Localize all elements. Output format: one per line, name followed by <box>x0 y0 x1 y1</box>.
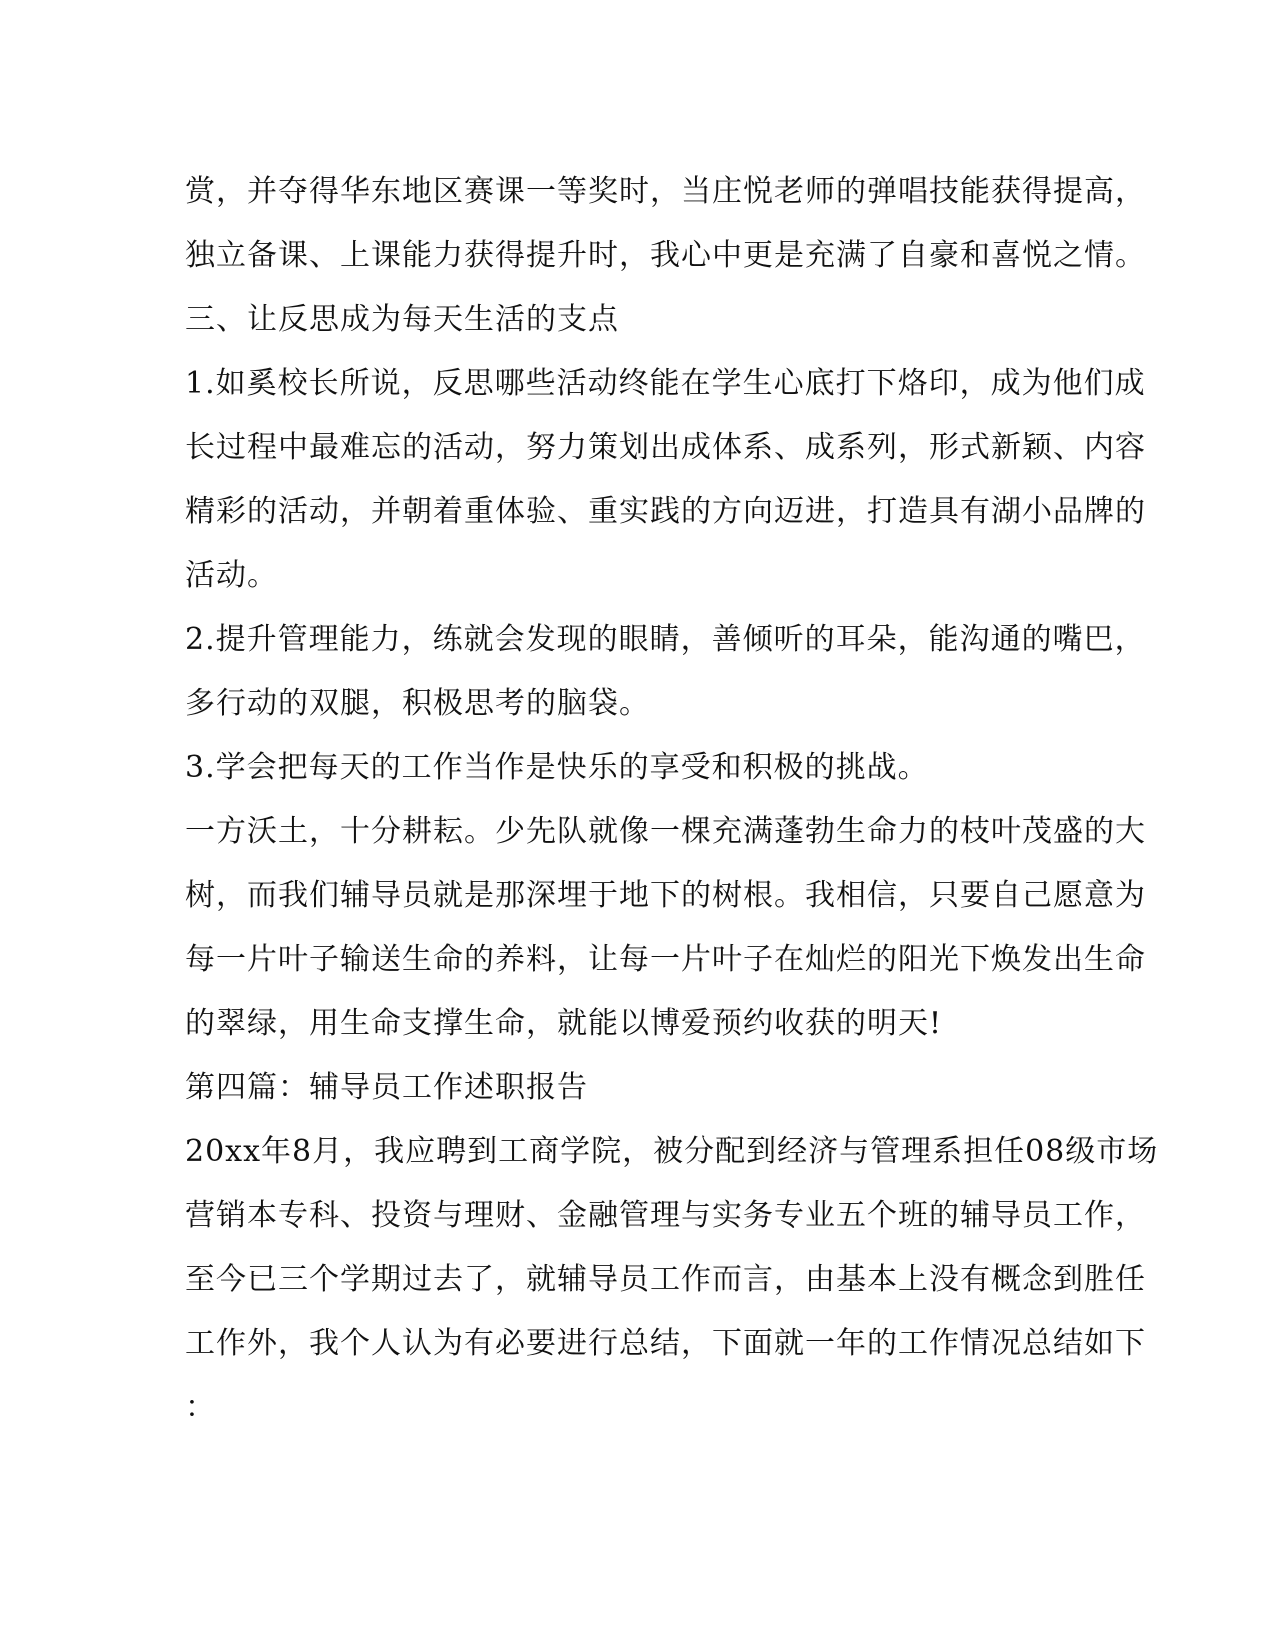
text-line: ： <box>185 1390 216 1425</box>
chapter-heading: 第四篇：辅导员工作述职报告 <box>185 1070 588 1105</box>
text-line: 的翠绿，用生命支撑生命，就能以博爱预约收获的明天! <box>185 1006 943 1041</box>
text-line: 营销本专科、投资与理财、金融管理与实务专业五个班的辅导员工作， <box>185 1198 1146 1233</box>
text-line: 3.学会把每天的工作当作是快乐的享受和积极的挑战。 <box>185 750 929 785</box>
text-line: 20xx年8月，我应聘到工商学院，被分配到经济与管理系担任08级市场 <box>185 1134 1159 1169</box>
text-line: 2.提升管理能力，练就会发现的眼睛，善倾听的耳朵，能沟通的嘴巴， <box>185 622 1146 657</box>
text-line: 精彩的活动，并朝着重体验、重实践的方向迈进，打造具有湖小品牌的 <box>185 494 1146 529</box>
text-line: 活动。 <box>185 558 278 593</box>
text-line: 独立备课、上课能力获得提升时，我心中更是充满了自豪和喜悦之情。 <box>185 238 1146 273</box>
section-heading: 三、让反思成为每天生活的支点 <box>185 302 619 337</box>
body-text <box>185 160 1159 1440</box>
text-line: 多行动的双腿，积极思考的脑袋。 <box>185 686 650 721</box>
text-line: 长过程中最难忘的活动，努力策划出成体系、成系列，形式新颖、内容 <box>185 430 1146 465</box>
text-line: 至今已三个学期过去了，就辅导员工作而言，由基本上没有概念到胜任 <box>185 1262 1146 1297</box>
text-line: 树，而我们辅导员就是那深埋于地下的树根。我相信，只要自己愿意为 <box>185 878 1146 913</box>
text-line: 一方沃土，十分耕耘。少先队就像一棵充满蓬勃生命力的枝叶茂盛的大 <box>185 814 1146 849</box>
text-line: 赏，并夺得华东地区赛课一等奖时，当庄悦老师的弹唱技能获得提高， <box>185 174 1146 209</box>
text-line: 工作外，我个人认为有必要进行总结，下面就一年的工作情况总结如下 <box>185 1326 1146 1361</box>
text-line: 每一片叶子输送生命的养料，让每一片叶子在灿烂的阳光下焕发出生命 <box>185 942 1146 977</box>
text-line: 1.如奚校长所说，反思哪些活动终能在学生心底打下烙印，成为他们成 <box>185 366 1146 401</box>
